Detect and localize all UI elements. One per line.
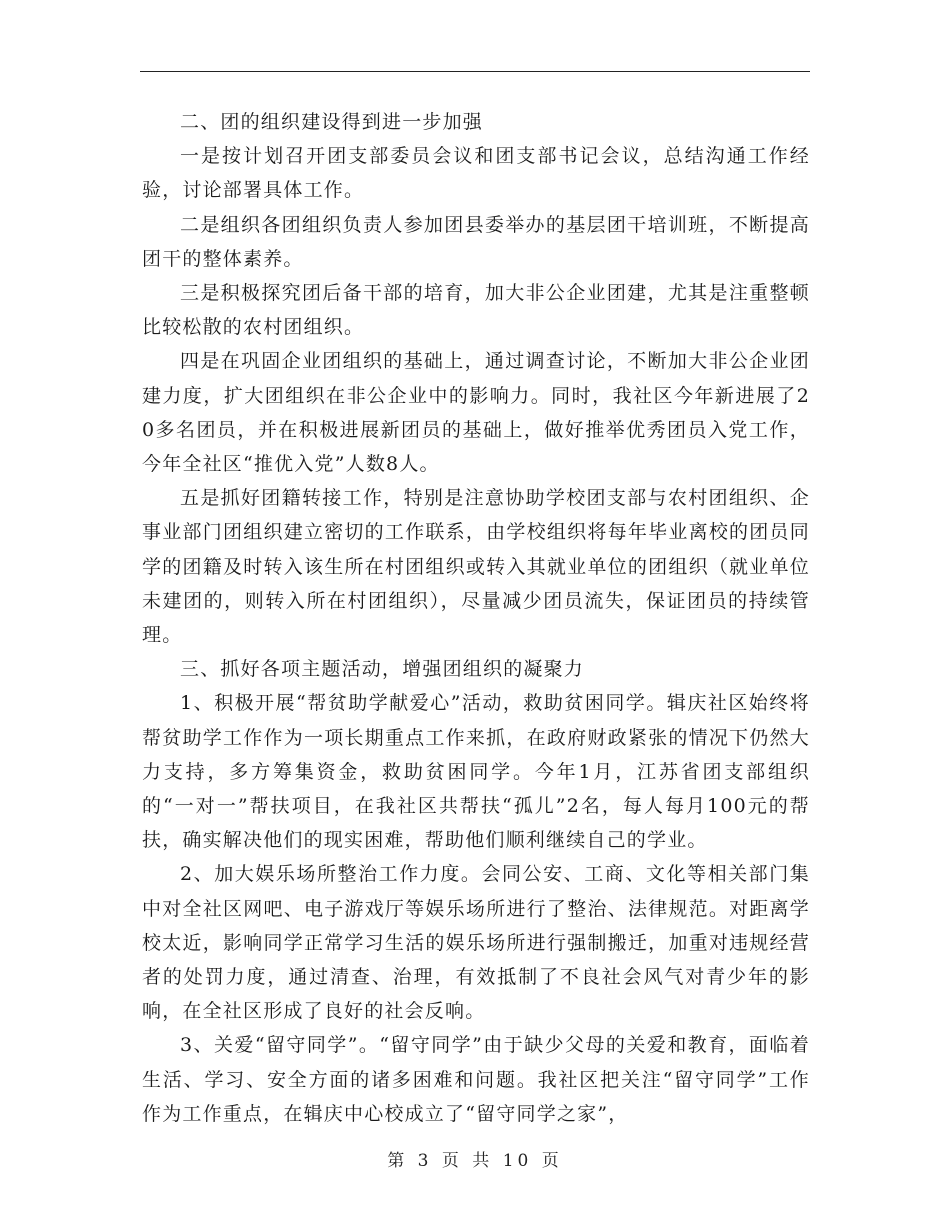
section-heading-3: 三、抓好各项主题活动，增强团组织的凝聚力 [180, 658, 585, 681]
page-footer: 第 3 页 共 10 页 [387, 1151, 563, 1171]
paragraph: 五是抓好团籍转接工作，特别是注意协助学校团支部与农村团组织、企事业部门团组织建立密切的工作联系，由学校组织将每年毕业离校的团员同学的团籍及时转入该生所在村团组织或转入其就业单位的团组织（就业单位未建团的，则转入所在村团组织），尽量减少团员流失，保证团员的持续管理。 [142, 487, 810, 647]
section-heading-2: 二、团的组织建设得到进一步加强 [180, 111, 484, 133]
paragraph: 2、加大娱乐场所整治工作力度。会同公安、工商、文化等相关部门集中对全社区网吧、电子游戏厅等娱乐场所进行了整治、法律规范。对距离学校太近，影响同学正常学习生活的娱乐场所进行强制搬迁，加重对违规经营者的处罚力度，通过清查、治理，有效抵制了不良社会风气对青少年的影响，在全社区形成了良好的社会反响。 [142, 863, 810, 1023]
paragraph: 三是积极探究团后备干部的培育，加大非公企业团建，尤其是注重整顿比较松散的农村团组织。 [142, 282, 810, 339]
paragraph: 1、积极开展“帮贫助学献爱心”活动，救助贫困同学。辑庆社区始终将帮贫助学工作作为一项长期重点工作来抓，在政府财政紧张的情况下仍然大力支持，多方筹集资金，救助贫困同学。今年1月，江苏省团支部组织的“一对一”帮扶项目，在我社区共帮扶“孤儿”2名，每人每月100元的帮扶，确实解决他们的现实困难，帮助他们顺利继续自己的学业。 [142, 692, 810, 852]
paragraph: 3、关爱“留守同学”。“留守同学”由于缺少父母的关爱和教育，面临着生活、学习、安全方面的诸多困难和问题。我社区把关注“留守同学”工作作为工作重点，在辑庆中心校成立了“留守同学之家”， [142, 1034, 810, 1125]
document-body [142, 105, 810, 1131]
header-rule [140, 71, 810, 72]
paragraph: 二是组织各团组织负责人参加团县委举办的基层团干培训班，不断提高团干的整体素养。 [142, 213, 810, 270]
paragraph: 一是按计划召开团支部委员会议和团支部书记会议，总结沟通工作经验，讨论部署具体工作。 [142, 145, 810, 202]
paragraph: 四是在巩固企业团组织的基础上，通过调查讨论，不断加大非公企业团建力度，扩大团组织在非公企业中的影响力。同时，我社区今年新进展了20多名团员，并在积极进展新团员的基础上，做好推举优秀团员入党工作，今年全社区“推优入党”人数8人。 [142, 350, 810, 476]
